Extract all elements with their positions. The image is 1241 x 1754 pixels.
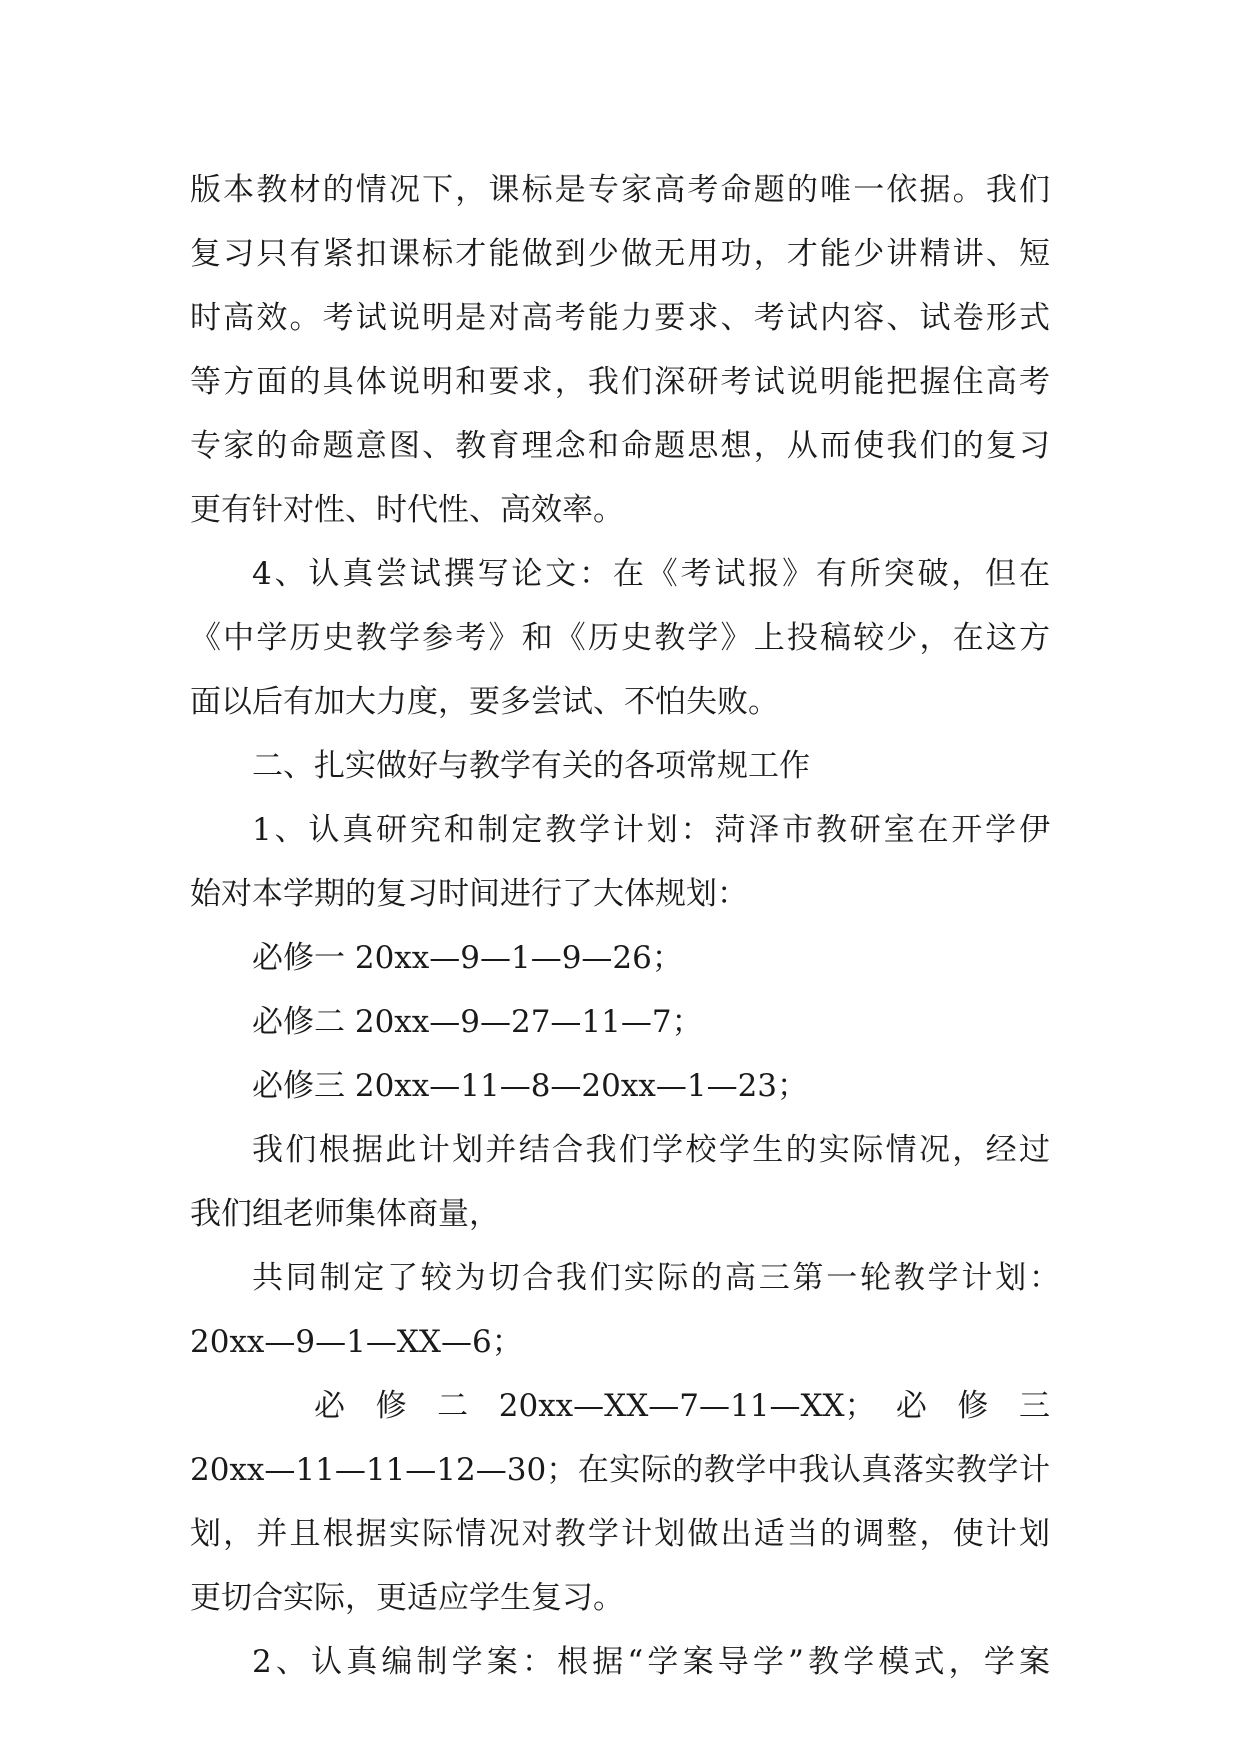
paragraph-start-line: 1、认真研究和制定教学计划：菏泽市教研室在开学伊: [252, 812, 1050, 848]
paragraph-start-line: 我们根据此计划并结合我们学校学生的实际情况，经过: [252, 1132, 1050, 1168]
schedule-line: 必 修 二 20xx—XX—7—11—XX； 必 修 三: [314, 1388, 1050, 1424]
text-line: 20xx—11—11—12—30；在实际的教学中我认真落实教学计: [190, 1452, 1050, 1488]
text-line: 划，并且根据实际情况对教学计划做出适当的调整，使计划: [190, 1516, 1050, 1552]
text-line: 等方面的具体说明和要求，我们深研考试说明能把握住高考: [190, 364, 1050, 400]
text-line: 《中学历史教学参考》和《历史教学》上投稿较少，在这方: [190, 620, 1050, 656]
text-line: 版本教材的情况下，课标是专家高考命题的唯一依据。我们: [190, 172, 1050, 208]
text-line: 专家的命题意图、教育理念和命题思想，从而使我们的复习: [190, 428, 1050, 464]
text-line: 更切合实际，更适应学生复习。: [190, 1580, 624, 1616]
text-line: 始对本学期的复习时间进行了大体规划：: [190, 876, 748, 912]
text-line: 更有针对性、时代性、高效率。: [190, 492, 624, 528]
schedule-line: 必修三 20xx—11—8—20xx—1—23；: [252, 1068, 809, 1104]
schedule-line: 必修二 20xx—9—27—11—7；: [252, 1004, 703, 1040]
text-line: 复习只有紧扣课标才能做到少做无用功，才能少讲精讲、短: [190, 236, 1050, 272]
section-heading: 二、扎实做好与教学有关的各项常规工作: [252, 748, 810, 784]
paragraph-start-line: 2、认真编制学案：根据“学案导学”教学模式，学案: [252, 1644, 1050, 1680]
text-line: 我们组老师集体商量，: [190, 1196, 500, 1232]
paragraph-start-line: 共同制定了较为切合我们实际的高三第一轮教学计划：: [252, 1260, 1060, 1296]
text-line: 面以后有加大力度，要多尝试、不怕失败。: [190, 684, 779, 720]
paragraph-start-line: 4、认真尝试撰写论文：在《考试报》有所突破，但在: [252, 556, 1050, 592]
body-text: [190, 158, 1060, 1694]
text-line: 20xx—9—1—XX—6；: [190, 1324, 523, 1360]
text-line: 时高效。考试说明是对高考能力要求、考试内容、试卷形式: [190, 300, 1050, 336]
schedule-line: 必修一 20xx—9—1—9—26；: [252, 940, 683, 976]
